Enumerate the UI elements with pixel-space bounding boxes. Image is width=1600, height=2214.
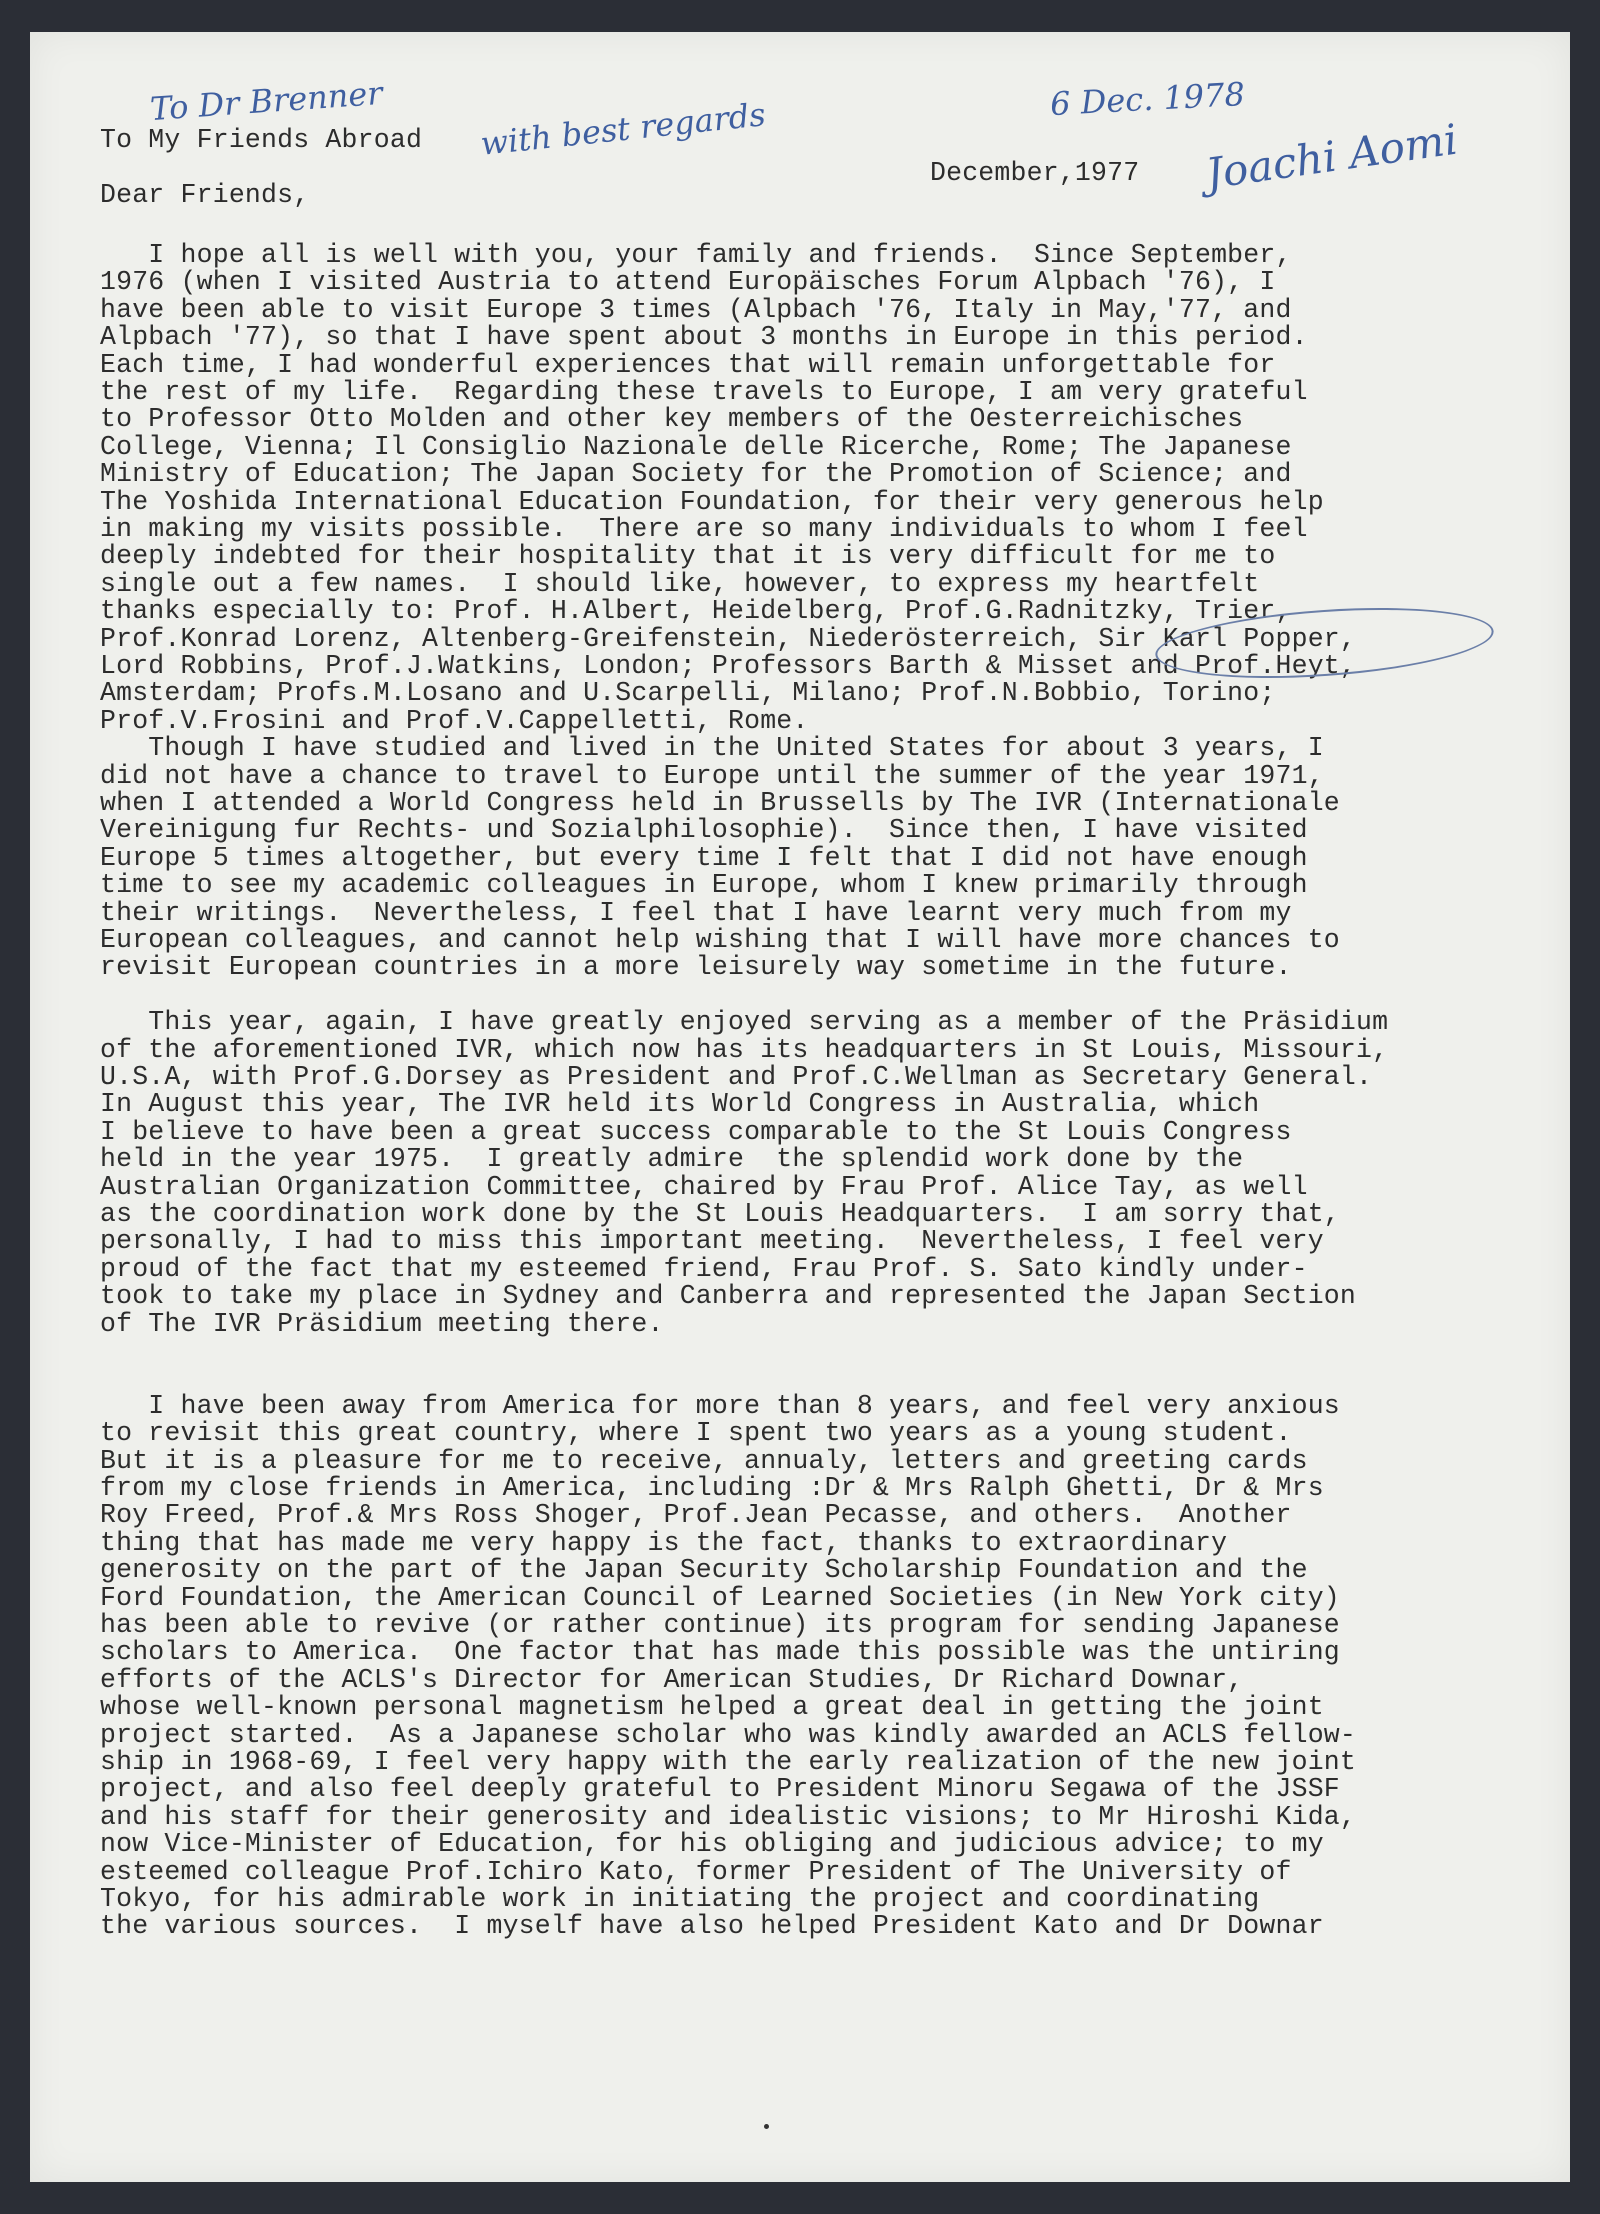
body-line: has been able to revive (or rather continue) its program for sending Japanese <box>100 1610 1340 1640</box>
ink-dot <box>764 2124 769 2129</box>
handwritten-regards: with best regards <box>478 95 768 163</box>
body-line: when I attended a World Congress held in Brussells by The IVR (Internationale <box>100 788 1340 818</box>
body-line: Alpbach '77), so that I have spent about 3 months in Europe in this period. <box>100 322 1308 353</box>
body-line: did not have a chance to travel to Europe until the summer of the year 1971, <box>100 760 1324 791</box>
body-line: Lord Robbins, Prof.J.Watkins, London; Professors Barth & Misset and Prof.Heyt, <box>100 651 1357 681</box>
body-line: thing that has made me very happy is the fact, thanks to extraordinary <box>100 1527 1228 1558</box>
body-line: the rest of my life. Regarding these travels to Europe, I am very grateful <box>100 377 1308 407</box>
body-line: Ministry of Education; The Japan Society for the Promotion of Science; and <box>100 459 1292 490</box>
body-line: single out a few names. I should like, however, to express my heartfelt <box>100 568 1260 599</box>
body-line: ship in 1968-69, I feel very happy with the early realization of the new joint <box>100 1747 1357 1777</box>
body-line: proud of the fact that my esteemed friend, Frau Prof. S. Sato kindly under- <box>100 1253 1308 1284</box>
body-line: I hope all is well with you, your family and friends. Since September, <box>100 240 1292 270</box>
body-line: and his staff for their generosity and idealistic visions; to Mr Hiroshi Kida, <box>100 1801 1357 1832</box>
body-line: whose well-known personal magnetism helped a great deal in getting the joint <box>100 1692 1324 1723</box>
body-line: U.S.A, with Prof.G.Dorsey as President and Prof.C.Wellman as Secretary General. <box>100 1062 1373 1092</box>
body-line: took to take my place in Sydney and Canberra and represented the Japan Section <box>100 1281 1357 1312</box>
body-line: in making my visits possible. There are so many individuals to whom I feel <box>100 514 1308 544</box>
handwritten-addressee: To Dr Brenner <box>148 73 384 129</box>
body-line: I believe to have been a great success comparable to the St Louis Congress <box>100 1116 1292 1147</box>
body-line: The Yoshida International Education Foundation, for their very generous help <box>100 486 1324 517</box>
body-line: project started. As a Japanese scholar who was kindly awarded an ACLS fellow- <box>100 1719 1357 1750</box>
body-line: of The IVR Präsidium meeting there. <box>100 1308 664 1339</box>
body-line: 1976 (when I visited Austria to attend Europäisches Forum Alpbach '76), I <box>100 267 1276 298</box>
body-line: Vereinigung fur Rechts- und Sozialphilosophie). Since then, I have visited <box>100 815 1308 846</box>
body-line: now Vice-Minister of Education, for his obliging and judicious advice; to my <box>100 1829 1324 1860</box>
body-line: have been able to visit Europe 3 times (Alpbach '76, Italy in May,'77, and <box>100 294 1292 325</box>
body-line: efforts of the ACLS's Director for American Studies, Dr Richard Downar, <box>100 1664 1244 1695</box>
body-line: from my close friends in America, including :Dr & Mrs Ralph Ghetti, Dr & Mrs <box>100 1473 1324 1503</box>
body-line: Roy Freed, Prof.& Mrs Ross Shoger, Prof.Jean Pecasse, and others. Another <box>100 1500 1292 1531</box>
body-line: to revisit this great country, where I spent two years as a young student. <box>100 1418 1292 1449</box>
body-line: This year, again, I have greatly enjoyed serving as a member of the Präsidium <box>100 1007 1389 1038</box>
body-line: held in the year 1975. I greatly admire the splendid work done by the <box>100 1144 1244 1175</box>
letter-date: December,1977 <box>930 158 1140 188</box>
body-line: Ford Foundation, the American Council of Learned Societies (in New York city) <box>100 1582 1340 1613</box>
body-line: Each time, I had wonderful experiences that will remain unforgettable for <box>100 349 1276 380</box>
body-line: revisit European countries in a more leisurely way sometime in the future. <box>100 952 1292 983</box>
body-line: as the coordination work done by the St Louis Headquarters. I am sorry that, <box>100 1199 1340 1229</box>
body-line: project, and also feel deeply grateful to President Minoru Segawa of the JSSF <box>100 1774 1340 1805</box>
body-line: But it is a pleasure for me to receive, annualy, letters and greeting cards <box>100 1445 1308 1476</box>
body-line: Prof.Konrad Lorenz, Altenberg-Greifenstein, Niederösterreich, Sir Karl Popper, <box>100 623 1357 654</box>
body-line: College, Vienna; Il Consiglio Nazionale delle Ricerche, Rome; The Japanese <box>100 431 1292 462</box>
body-line: deeply indebted for their hospitality that it is very difficult for me to <box>100 541 1276 572</box>
letter-greeting: Dear Friends, <box>100 180 310 210</box>
letter-title: To My Friends Abroad <box>100 125 423 155</box>
body-line: scholars to America. One factor that has made this possible was the untiring <box>100 1637 1340 1668</box>
body-line: their writings. Nevertheless, I feel that I have learnt very much from my <box>100 897 1292 928</box>
body-line: Though I have studied and lived in the United States for about 3 years, I <box>100 733 1324 764</box>
body-line: Prof.V.Frosini and Prof.V.Cappelletti, Rome. <box>100 705 809 736</box>
body-line: thanks especially to: Prof. H.Albert, Heidelberg, Prof.G.Radnitzky, Trier, <box>100 596 1292 627</box>
body-line: time to see my academic colleagues in Europe, whom I knew primarily through <box>100 870 1308 901</box>
body-line: esteemed colleague Prof.Ichiro Kato, former President of The University of <box>100 1856 1292 1887</box>
body-line: personally, I had to miss this important meeting. Nevertheless, I feel very <box>100 1226 1324 1257</box>
handwritten-date: 6 Dec. 1978 <box>1049 74 1246 124</box>
body-line: Tokyo, for his admirable work in initiating the project and coordinating <box>100 1884 1260 1914</box>
letter-page <box>30 32 1570 2182</box>
body-line: I have been away from America for more than 8 years, and feel very anxious <box>100 1390 1340 1421</box>
body-line: generosity on the part of the Japan Security Scholarship Foundation and the <box>100 1555 1308 1586</box>
body-line: Europe 5 times altogether, but every time I felt that I did not have enough <box>100 842 1308 873</box>
handwritten-signature: Joachi Aomi <box>1202 114 1461 199</box>
body-line: to Professor Otto Molden and other key members of the Oesterreichisches <box>100 404 1244 435</box>
body-line: Amsterdam; Profs.M.Losano and U.Scarpelli, Milano; Prof.N.Bobbio, Torino; <box>100 678 1276 709</box>
body-line: Australian Organization Committee, chaired by Frau Prof. Alice Tay, as well <box>100 1171 1308 1202</box>
body-line: European colleagues, and cannot help wishing that I will have more chances to <box>100 925 1340 955</box>
body-line: the various sources. I myself have also helped President Kato and Dr Downar <box>100 1911 1324 1942</box>
body-line: In August this year, The IVR held its World Congress in Australia, which <box>100 1089 1260 1120</box>
body-line: of the aforementioned IVR, which now has its headquarters in St Louis, Missouri, <box>100 1034 1389 1065</box>
